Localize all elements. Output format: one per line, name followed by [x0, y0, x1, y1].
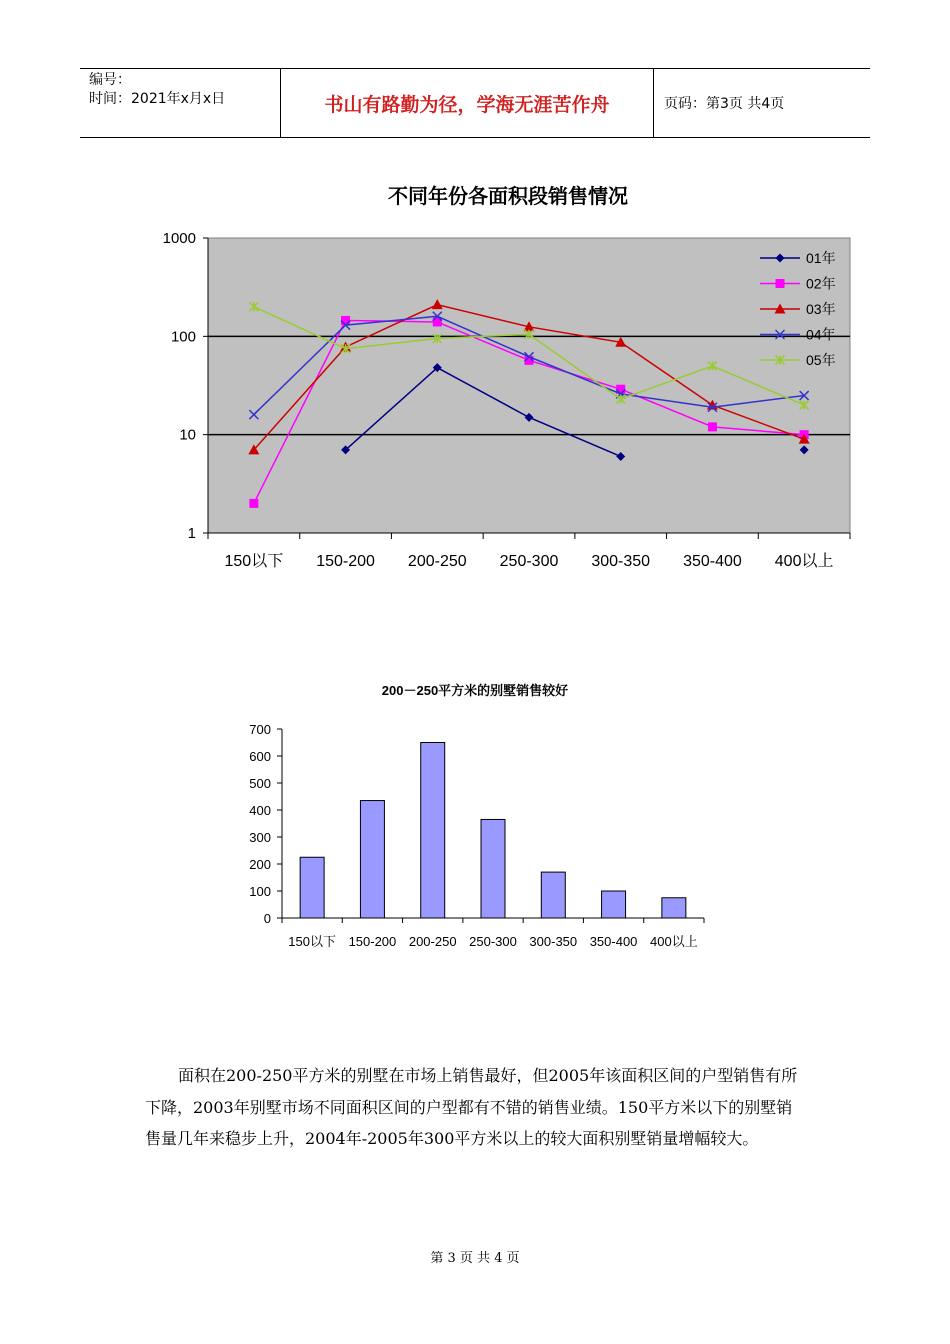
- x-tick-label: 150以下: [224, 553, 284, 570]
- x-tick-label: 350-400: [589, 934, 638, 949]
- x-tick-label: 400以上: [774, 553, 834, 570]
- page-footer: 第 3 页 共 4 页: [430, 1251, 520, 1266]
- bar: [360, 801, 384, 918]
- y-tick-label: 500: [249, 776, 271, 791]
- y-tick-label: 200: [249, 857, 271, 872]
- header-page-label: 页码：第3页 共4页: [664, 96, 785, 112]
- line-chart-title: 不同年份各面积段销售情况: [388, 186, 628, 208]
- x-tick-label: 350-400: [683, 553, 742, 570]
- legend-label: 03年: [806, 301, 836, 317]
- header-motto: 书山有路勤为径，学海无涯苦作舟: [281, 69, 654, 137]
- time-label: 时间：2021年x月x日: [89, 91, 226, 107]
- y-tick-label: 700: [249, 722, 271, 737]
- bar: [300, 857, 324, 918]
- y-tick-label: 1: [187, 525, 196, 542]
- x-tick-label: 150-200: [316, 553, 375, 570]
- bar: [481, 819, 505, 918]
- bar-chart-title: 200－250平方米的别墅销售较好: [381, 683, 569, 698]
- x-tick-label: 300-350: [529, 934, 578, 949]
- y-tick-label: 400: [249, 803, 271, 818]
- legend-label: 02年: [806, 275, 836, 292]
- bar: [662, 898, 686, 918]
- x-tick-label: 250-300: [499, 553, 559, 570]
- y-tick-label: 600: [249, 749, 271, 764]
- y-tick-label: 0: [263, 911, 271, 926]
- x-tick-label: 150-200: [348, 934, 397, 949]
- x-tick-label: 300-350: [591, 553, 651, 570]
- bar: [541, 872, 565, 918]
- y-tick-label: 100: [170, 328, 196, 346]
- legend-label: 04年: [806, 326, 836, 343]
- x-tick-label: 150以下: [288, 934, 336, 949]
- x-tick-label: 200-250: [408, 934, 457, 949]
- legend-label: 05年: [806, 352, 836, 368]
- legend-label: 01年: [806, 250, 836, 266]
- bar: [421, 743, 445, 919]
- x-tick-label: 200-250: [407, 553, 467, 570]
- y-tick-label: 10: [179, 426, 196, 444]
- x-tick-label: 250-300: [469, 934, 517, 949]
- bar: [602, 891, 626, 918]
- y-tick-label: 1000: [162, 230, 196, 247]
- x-tick-label: 400以上: [650, 934, 698, 949]
- body-paragraph: 面积在200-250平方米的别墅在市场上销售最好，但2005年该面积区间的户型销售有所下降，2003年别墅市场不同面积区间的户型都有不错的销售业绩。150平方米以下的别墅销售量几年来稳步上升，2004年-2005年300平方米以上的较大面积别墅销量增幅较大。: [145, 1066, 798, 1148]
- y-tick-label: 300: [249, 830, 271, 845]
- number-label: 编号：: [89, 72, 131, 88]
- y-tick-label: 100: [249, 884, 271, 899]
